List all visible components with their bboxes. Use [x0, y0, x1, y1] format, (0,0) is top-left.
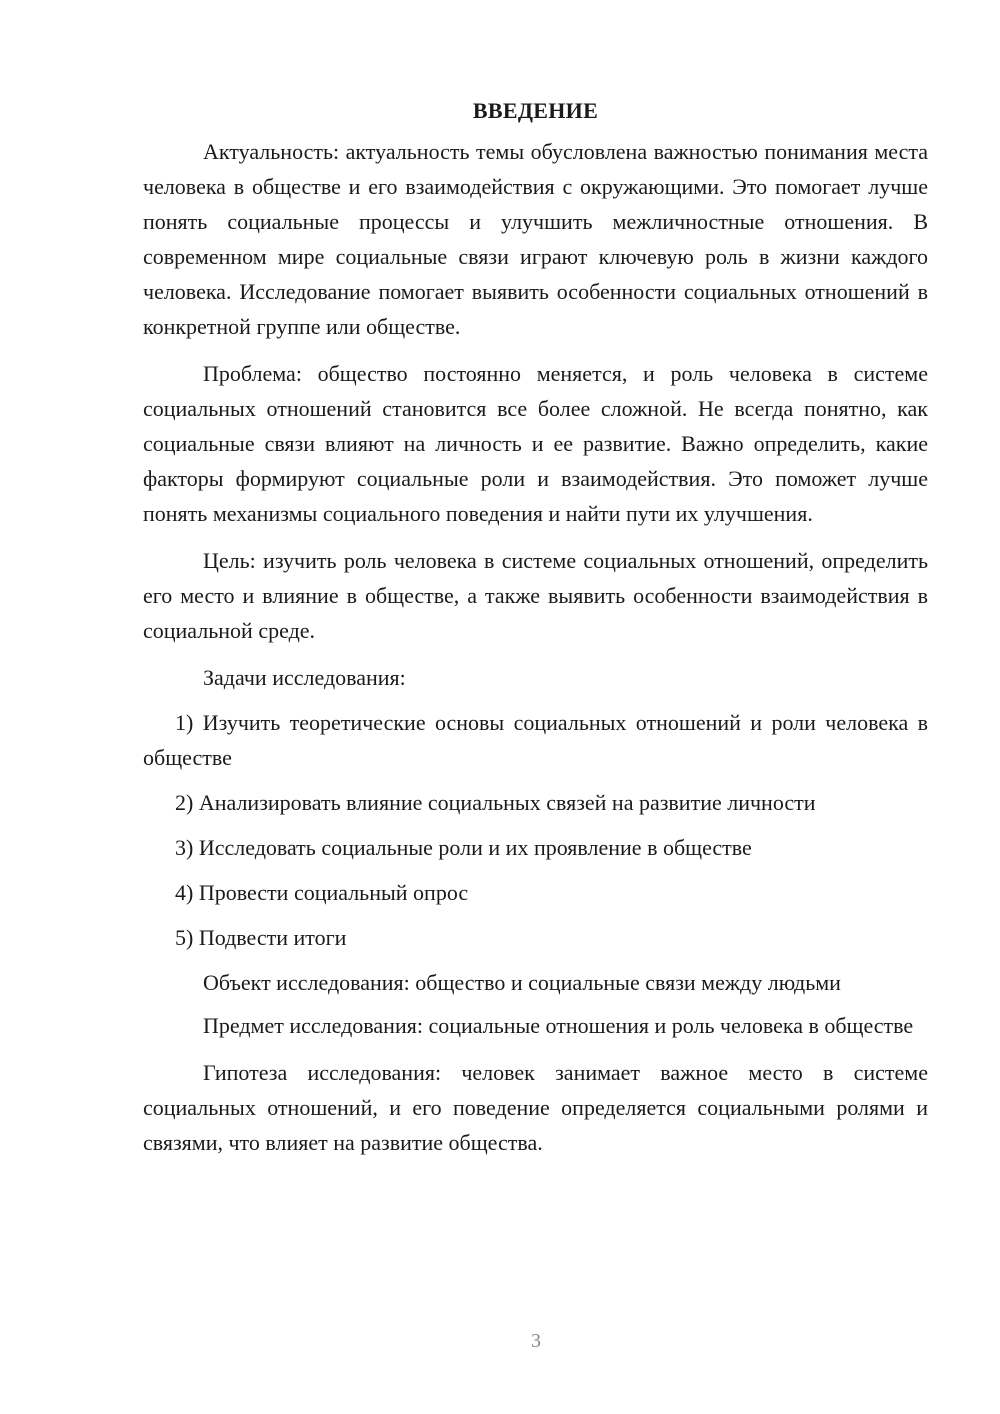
page-title: ВВЕДЕНИЕ	[472, 98, 599, 123]
task-item-5: 5) Подвести итоги	[175, 925, 347, 950]
relevance-paragraph: Актуальность: актуальность темы обусловлена важностью понимания места человека в обществе и его взаимодействия с окружающими. Это помогает лучше понять социальные процессы и улучшить межличностные отношения. В современном мире социальные связи играют ключевую роль в жизни каждого человека. Исследование помогает выявить особенности социальных отношений в конкретной группе или обществе.	[143, 139, 928, 339]
task-item-2: 2) Анализировать влияние социальных связей на развитие личности	[175, 790, 816, 815]
task-item-3: 3) Исследовать социальные роли и их проявление в обществе	[175, 835, 752, 860]
document-page	[143, 94, 928, 1172]
object-paragraph: Объект исследования: общество и социальные связи между людьми	[203, 970, 841, 995]
hypothesis-paragraph: Гипотеза исследования: человек занимает важное место в системе социальных отношений, и его поведение определяется социальными ролями и связями, что влияет на развитие общества.	[143, 1060, 928, 1155]
problem-paragraph: Проблема: общество постоянно меняется, и роль человека в системе социальных отношений становится все более сложной. Не всегда понятно, как социальные связи влияют на личность и ее развитие. Важно определить, какие факторы формируют социальные роли и взаимодействия. Это поможет лучше понять механизмы социального поведения и найти пути их улучшения.	[143, 361, 928, 526]
task-item-1: 1) Изучить теоретические основы социальных отношений и роли человека в обществе	[143, 710, 928, 770]
goal-paragraph: Цель: изучить роль человека в системе социальных отношений, определить его место и влияние в обществе, а также выявить особенности взаимодействия в социальной среде.	[143, 548, 928, 643]
tasks-heading: Задачи исследования:	[203, 665, 406, 690]
page-number: 3	[531, 1330, 541, 1352]
task-item-4: 4) Провести социальный опрос	[175, 880, 469, 905]
subject-paragraph: Предмет исследования: социальные отношения и роль человека в обществе	[203, 1013, 914, 1038]
